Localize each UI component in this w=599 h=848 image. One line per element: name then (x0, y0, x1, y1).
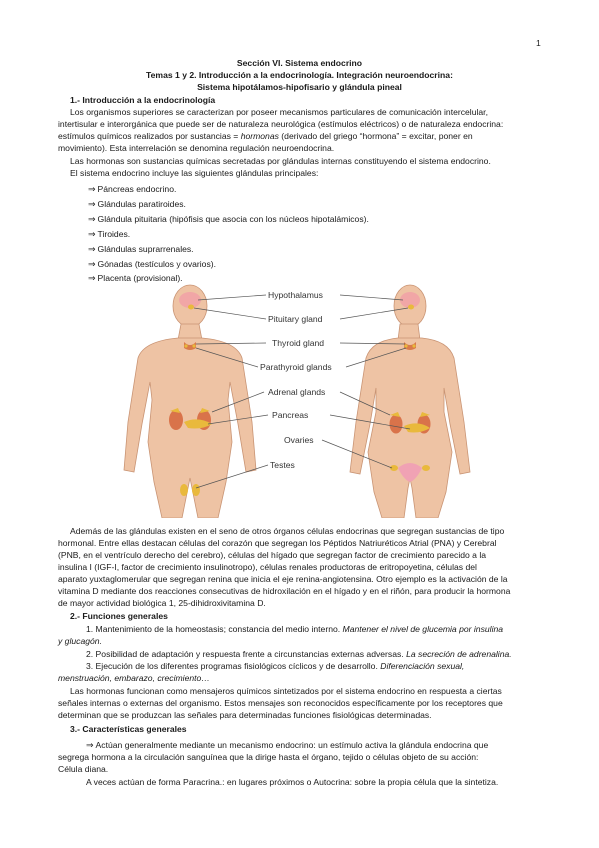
arrow-icon: ⇒ (88, 244, 96, 254)
heading-introduction: 1.- Introducción a la endocrinología (70, 95, 216, 105)
paragraph-line: hormonal. Entre ellas destacan células del corazón que segregan los Péptidos Natriuréticos Atrial (PNA) y Cerebral (58, 538, 497, 548)
paragraph-line: aparato yuxtaglomerular que segregan renina que inicia el eje renina-angiotensina. Otro ejemplo es la activación de la (58, 574, 508, 584)
paragraph-line (58, 131, 473, 142)
label-pituitary: Pituitary gland (268, 314, 323, 324)
heading-functions: 2.- Funciones generales (70, 611, 168, 621)
label-hypothalamus: Hypothalamus (268, 290, 323, 300)
gland-list-item (88, 244, 194, 255)
label-testes: Testes (270, 460, 295, 470)
paragraph-line: intertisular e interorgánica que puede ser de naturaleza neurológica (estímulos eléctricos) o de naturaleza endocrina: (58, 119, 504, 129)
gland-name: Glándulas suprarrenales. (97, 244, 194, 254)
text-run: 2. Posibilidad de adaptación y respuesta frente a circunstancias externas adversas. (86, 649, 407, 659)
gland-name: Tiroides. (97, 229, 131, 239)
text-run: estímulos químicos realizados por sustancias = (58, 131, 241, 141)
arrow-icon: ⇒ (88, 259, 96, 269)
label-pancreas: Pancreas (272, 410, 309, 420)
arrow-icon: ⇒ (88, 214, 96, 224)
function-item (86, 661, 464, 672)
example-text: Diferenciación sexual, (380, 661, 465, 671)
gland-list-item (88, 229, 130, 240)
page-number: 1 (536, 38, 541, 48)
male-body (124, 285, 256, 518)
gland-name: Glándula pituitaria (hipófisis que asocia con los núcleos hipotalámicos). (97, 214, 369, 224)
endocrine-system-figure (118, 282, 488, 518)
text-run: (derivado del griego “hormona” = excitar, poner en (278, 131, 473, 141)
gland-list-item (88, 199, 186, 210)
heading-characteristics: 3.- Características generales (70, 724, 187, 734)
gland-list-item (88, 259, 216, 270)
paragraph-line: insulina I (IGF-I, factor de crecimiento insulinotropo), células renales productoras de eritropoyetina, células del (58, 562, 477, 572)
label-thyroid: Thyroid gland (272, 338, 325, 348)
text-run: 3. Ejecución de los diferentes programas fisiológicos cíclicos y de desarrollo. (86, 661, 381, 671)
paragraph-line: vitamina D mediante dos reacciones consecutivas de hidroxilación en el hígado y en el riñón, para producir la hormona (58, 586, 511, 596)
example-text: La secreción de adrenalina. (406, 649, 512, 659)
paragraph-line: A veces actúan de forma Paracrina.: en lugares próximos o Autocrina: sobre la propia célula que la sintetiza. (86, 777, 499, 787)
label-adrenal: Adrenal glands (268, 387, 326, 397)
text-run: 1. Mantenimiento de la homeostasis; constancia del medio interno. (86, 624, 343, 634)
paragraph-line: señales internas o externas del organismo. Estos mensajes son reconocidos específicamente por los receptores que (58, 698, 503, 708)
gland-list-item (88, 184, 176, 195)
arrow-icon: ⇒ (88, 273, 96, 283)
topic-title: Temas 1 y 2. Introducción a la endocrinología. Integración neuroendocrina: (146, 70, 453, 80)
label-ovaries: Ovaries (284, 435, 314, 445)
gland-name: Páncreas endocrino. (97, 184, 177, 194)
gland-list-item (88, 214, 369, 225)
paragraph-line: movimiento). Esta interrelación se denomina regulación neuroendocrina. (58, 143, 335, 153)
example-text: y glucagón. (58, 636, 102, 646)
arrow-icon: ⇒ (88, 199, 96, 209)
paragraph-line: Además de las glándulas existen en el seno de otros órganos células endocrinas que segregan sustancias de tipo (70, 526, 505, 536)
female-body (350, 285, 470, 518)
figure-labels (260, 290, 332, 470)
example-text: menstruación, embarazo, crecimiento… (58, 673, 210, 683)
paragraph-line: Célula diana. (58, 764, 109, 774)
characteristic-item (86, 740, 488, 751)
paragraph-line: El sistema endocrino incluye las siguientes glándulas principales: (70, 168, 319, 178)
paragraph-line: de mayor actividad biológica 1, 25-dihidroxivitamina D. (58, 598, 266, 608)
function-item (86, 624, 503, 635)
gland-name: Placenta (provisional). (97, 273, 183, 283)
paragraph-line: Los organismos superiores se caracterizan por poseer mecanismos particulares de comunicación intercelular, (70, 107, 488, 117)
paragraph-line: Las hormonas son sustancias químicas secretadas por glándulas internas constituyendo el sistema endocrino. (70, 156, 491, 166)
paragraph-line: Las hormonas funcionan como mensajeros químicos sintetizados por el sistema endocrino en respuesta a ciertas (70, 686, 502, 696)
gland-name: Gónadas (testículos y ovarios). (97, 259, 217, 269)
arrow-icon: ⇒ (86, 740, 94, 750)
function-item (86, 649, 512, 660)
subtopic-title: Sistema hipotálamos-hipofisario y glándula pineal (197, 82, 402, 92)
arrow-icon: ⇒ (88, 184, 96, 194)
text-run: Actúan generalmente mediante un mecanismo endocrino: un estímulo activa la glándula endocrina que (95, 740, 489, 750)
paragraph-line: segrega hormona a la circulación sanguínea que la dirige hasta el órgano, tejido o células objeto de su acción: (58, 752, 479, 762)
section-title: Sección VI. Sistema endocrino (236, 58, 363, 68)
hormonas-term: hormonas (240, 131, 279, 141)
paragraph-line: determinan que se produzcan las señales para determinadas funciones fisiológicas determinadas. (58, 710, 432, 720)
arrow-icon: ⇒ (88, 229, 96, 239)
paragraph-line: (PNB, en el ventrículo derecho del cerebro), células del hígado que segregan factor de crecimiento parecido a la (58, 550, 487, 560)
gland-name: Glándulas paratiroides. (97, 199, 186, 209)
label-parathyroid: Parathyroid glands (260, 362, 332, 372)
example-text: Mantener el nivel de glucemia por insulina (342, 624, 504, 634)
